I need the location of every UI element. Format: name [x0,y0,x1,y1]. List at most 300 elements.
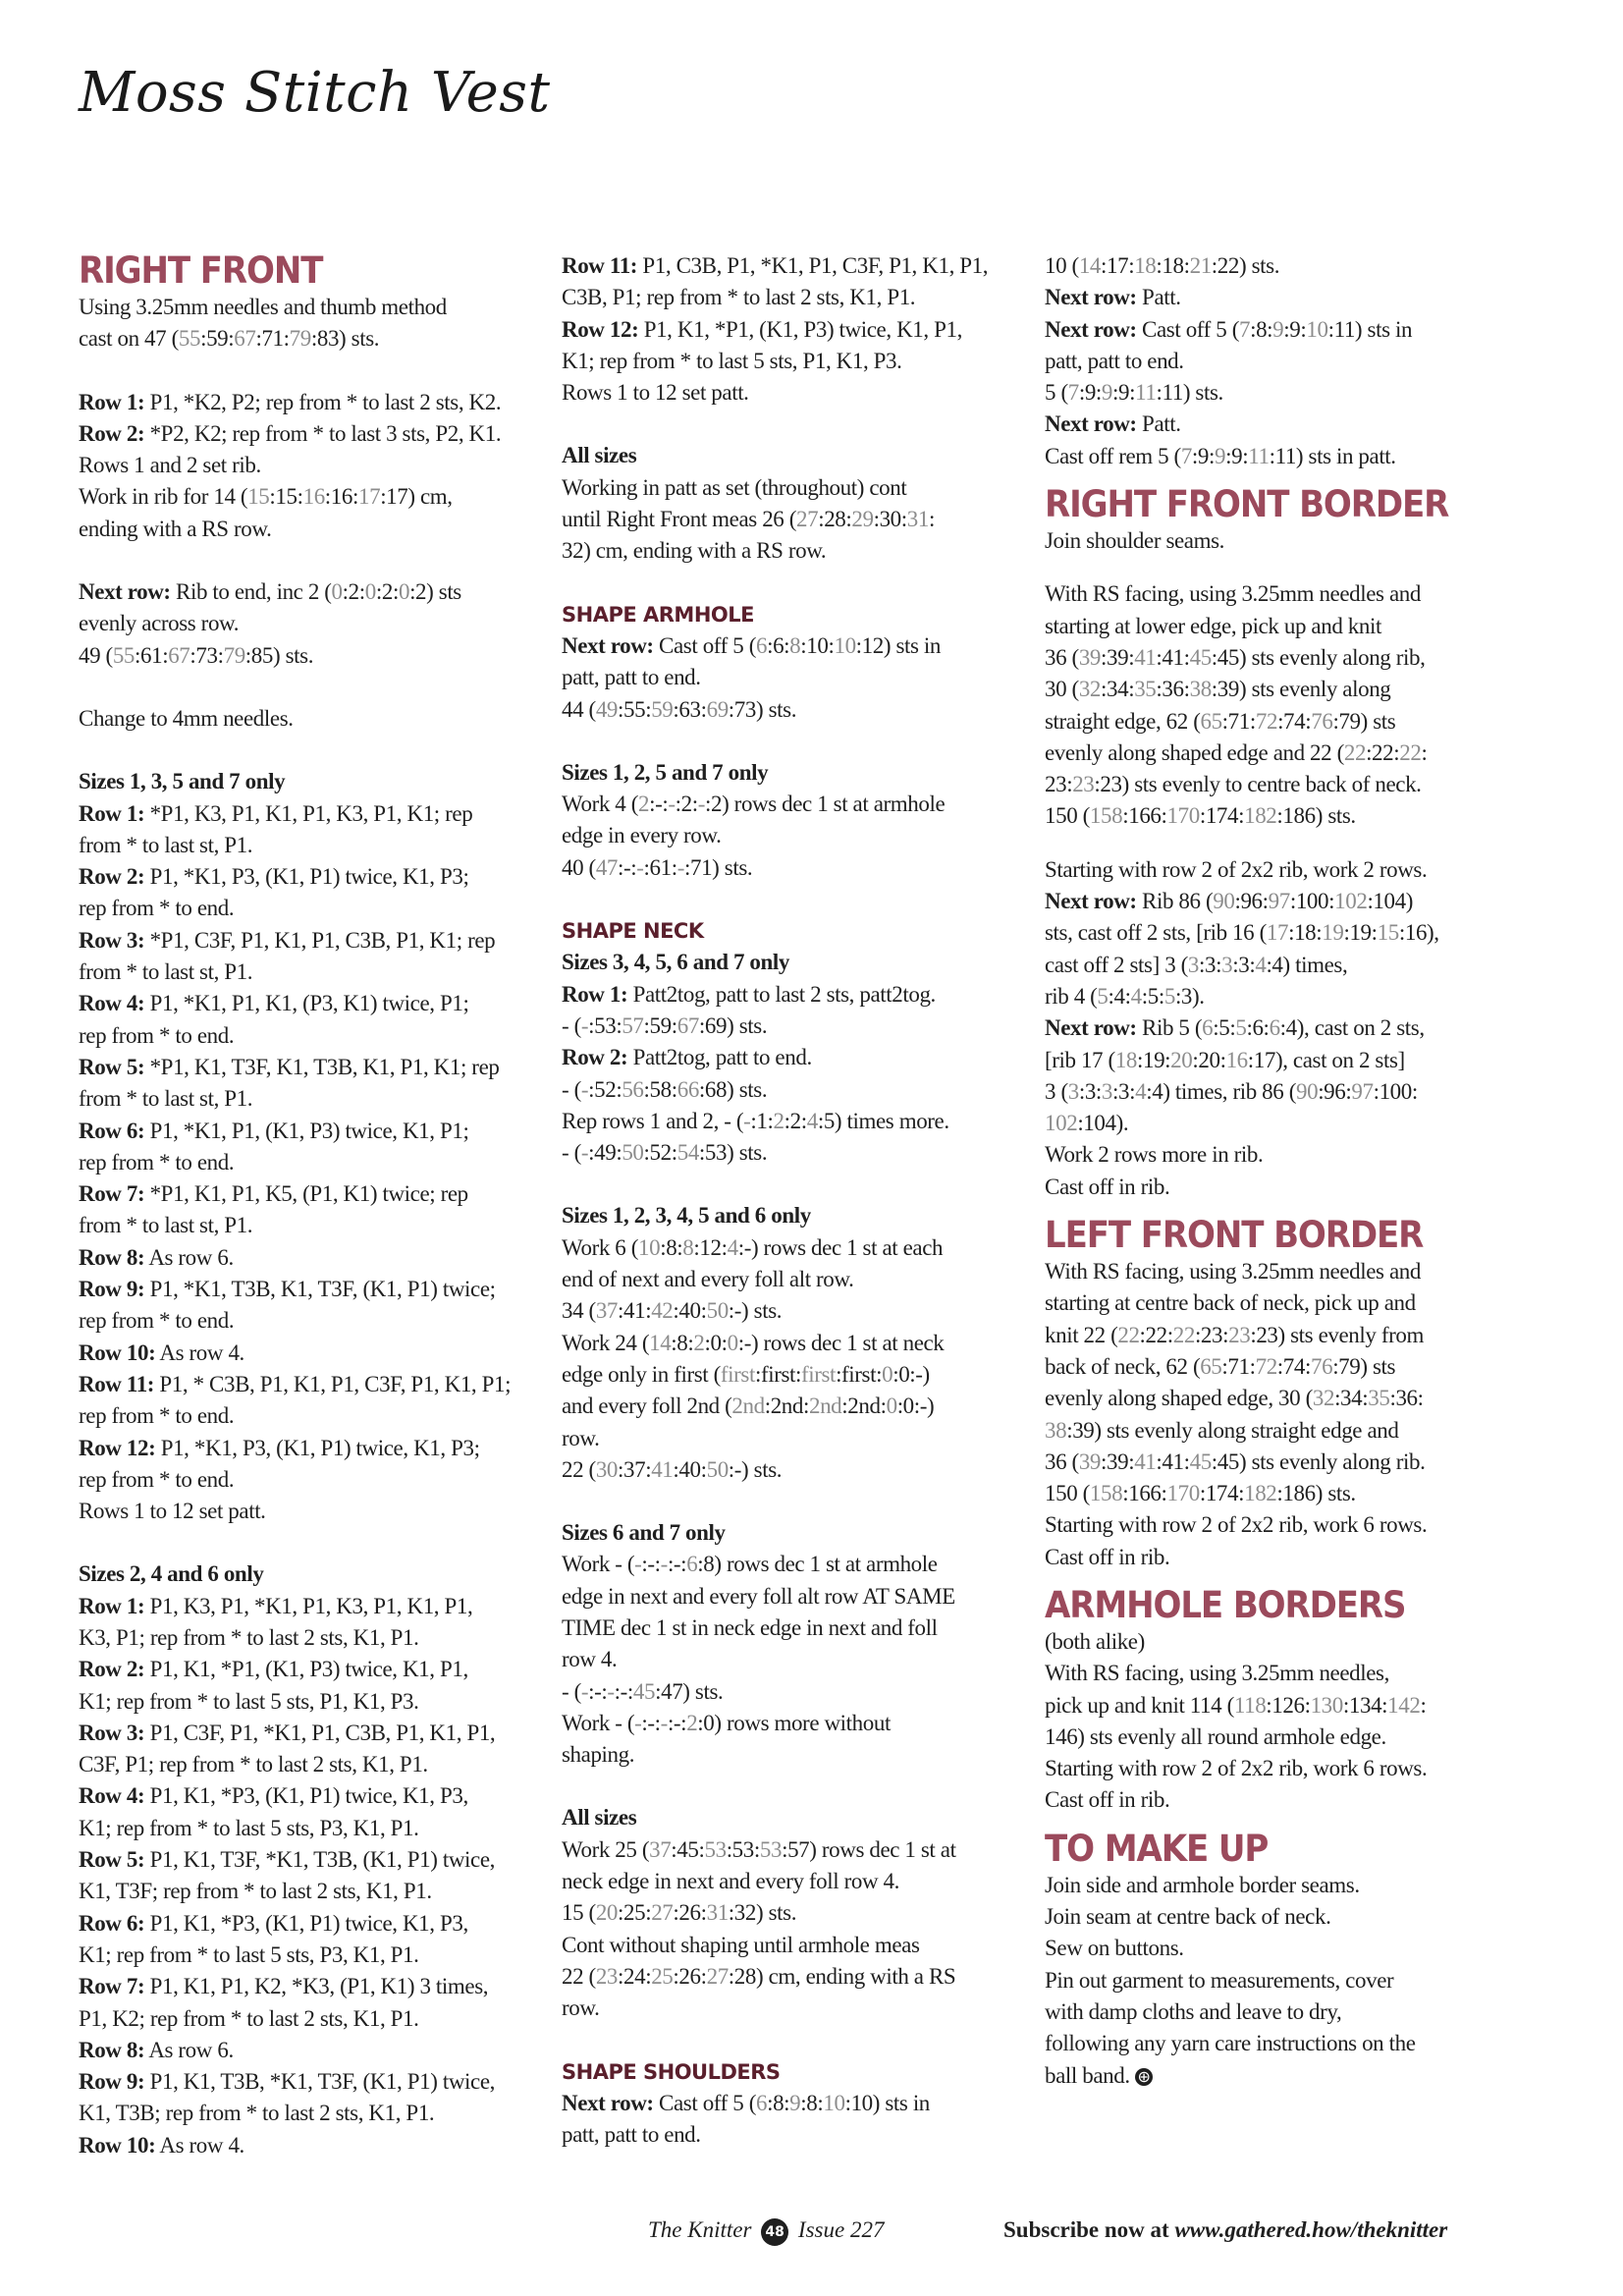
text-run: :0) rows more without [697,1710,891,1735]
text-line [1045,1139,1504,1171]
text-run: Sew on buttons. [1045,1936,1184,1961]
text-line [562,1328,1021,1359]
size-value: 72 [1255,1353,1277,1379]
text-run: Work - ( [562,1710,635,1735]
size-value: 50 [706,1298,729,1324]
text-line [79,1876,538,1907]
text-run: *P2, K2; rep from * to last 3 sts, P2, K1. [144,420,502,446]
text-run: Rib to end, inc 2 ( [170,579,332,605]
text-run: :23: [1194,1322,1229,1347]
row-label: Row 1: [79,389,145,414]
instruction-block [1045,578,1504,832]
text-run: :3: [1078,1078,1102,1104]
text-line [1045,1626,1504,1658]
text-line [562,440,1021,471]
text-run: As row 6. [144,1244,234,1270]
text-line [562,472,1021,504]
text-run: P1, *K1, P3, (K1, P1) twice, K1, P3; [144,864,469,890]
text-run: ending with a RS row. [79,516,272,541]
size-value: 130 [1310,1692,1343,1718]
instruction-block [79,292,538,355]
size-value: 4 [727,1234,738,1260]
instruction-block [562,915,1021,1169]
text-run: :8: [767,2090,790,2115]
text-run: :-: [649,792,669,817]
text-run: [rib 17 ( [1045,1047,1115,1072]
text-run: 150 ( [1045,803,1090,829]
text-run: :0:-) [896,1394,935,1419]
text-run: :36: [1389,1386,1424,1411]
text-run: rep from * to end. [79,1149,235,1175]
text-line [1045,346,1504,377]
text-run: C3B, P1; rep from * to last 2 sts, K1, P1. [562,285,916,310]
text-run: Starting with row 2 of 2x2 rib, work 2 rows. [1045,856,1428,882]
size-value: 67 [234,326,256,352]
text-line [79,1274,538,1305]
text-run: :4) times, rib 86 ( [1146,1078,1296,1104]
text-line [1045,1287,1504,1319]
row-label: Row 7: [79,1974,145,1999]
page-footer [0,2217,1623,2257]
text-run: :40: [673,1298,707,1324]
size-value: 30 [595,1456,619,1482]
text-line [1045,1658,1504,1689]
text-line [562,504,1021,535]
size-value: 65 [1200,1353,1222,1379]
text-line [79,2003,538,2035]
section-heading: RIGHT FRONT BORDER [1045,483,1449,526]
text-run: starting at centre back of neck, pick up and [1045,1290,1416,1316]
text-run: Join shoulder seams. [1045,528,1225,554]
text-run: P1, C3F, P1, *K1, P1, C3B, P1, K1, P1, [144,1720,496,1745]
text-run: rep from * to end. [79,1403,235,1429]
text-run: Work 25 ( [562,1836,650,1862]
text-line [79,1305,538,1337]
column-1 [79,250,538,2193]
text-run: Join seam at centre back of neck. [1045,1904,1331,1930]
size-value: 32 [1312,1386,1335,1411]
row-label: Sizes 6 and 7 only [562,1520,726,1546]
instruction-block [79,387,538,545]
text-run: :83) sts. [310,326,380,352]
text-run: edge in every row. [562,823,722,848]
text-run: :166: [1122,803,1167,829]
text-run: :2) rows dec 1 st at armhole [704,792,946,817]
size-value: 41 [651,1456,674,1482]
text-run: :26: [673,1963,707,1989]
text-run: :12: [693,1234,728,1260]
text-line [79,1147,538,1178]
sub-heading: SHAPE NECK [562,919,704,944]
text-line [79,1178,538,1210]
instruction-block [562,599,1021,726]
text-run: :-: [667,1710,687,1735]
size-value: 53 [704,1836,727,1862]
size-value: 32 [1078,677,1102,702]
text-line [1045,1965,1504,1996]
text-run: K1; rep from * to last 5 sts, P3, K1, P1. [79,1815,419,1840]
text-run: P1, K1, T3F, *K1, T3B, (K1, P1) twice, [144,1847,495,1873]
text-line [79,1116,538,1147]
size-value: 10 [823,2090,845,2115]
text-line [1045,981,1504,1012]
text-run: :22: [1139,1322,1173,1347]
text-line [562,662,1021,693]
text-run: As row 4. [155,1339,244,1365]
text-run: TIME dec 1 st in neck edge in next and foll [562,1614,938,1640]
size-value: 76 [1310,1353,1333,1379]
text-run: :26: [673,1900,707,1926]
text-line [79,1400,538,1432]
size-value: 18 [1134,253,1157,278]
size-value: 0 [364,579,376,605]
instruction-block [562,250,1021,409]
text-run: rep from * to end. [79,1308,235,1334]
size-value: - [607,1678,615,1704]
size-value: 7 [1180,443,1192,468]
text-line [1045,738,1504,769]
text-run: :4: [1108,983,1131,1009]
size-value: 49 [595,696,619,722]
text-line [79,640,538,672]
row-label: Row 5: [79,1847,145,1873]
size-value: 35 [1134,677,1157,702]
text-run: With RS facing, using 3.25mm needles and [1045,581,1421,607]
text-run: K1, T3F; rep from * to last 2 sts, K1, P1. [79,1879,432,1904]
instruction-block [79,576,538,672]
size-value: 76 [1311,708,1333,734]
size-value: 54 [676,1140,699,1166]
size-value: - [660,1710,668,1735]
size-value: 170 [1166,803,1200,829]
text-line [562,1295,1021,1327]
text-line [79,1020,538,1052]
text-run: 22 ( [562,1456,596,1482]
size-value: 3 [1221,952,1233,977]
instruction-block [79,703,538,735]
text-line [562,1391,1021,1422]
text-line [79,481,538,513]
size-value: 5 [1235,1015,1247,1041]
text-line [562,599,1021,630]
row-label: Row 1: [79,1593,145,1618]
text-run: :68) sts. [698,1076,768,1102]
text-line [1045,1383,1504,1414]
sub-heading: SHAPE ARMHOLE [562,602,754,627]
row-label: Next row: [79,579,171,605]
size-value: 72 [1255,708,1278,734]
row-label: Row 2: [79,1657,145,1682]
text-run: :59: [200,326,235,352]
size-value: 20 [595,1900,619,1926]
size-value: 31 [906,507,929,532]
size-value: 7 [1067,380,1079,406]
text-run: :186) sts. [1276,1481,1356,1506]
text-line [562,1897,1021,1929]
text-line [1045,2028,1504,2059]
text-run: Starting with row 2 of 2x2 rib, work 6 rows. [1045,1512,1428,1538]
text-run: With RS facing, using 3.25mm needles, [1045,1661,1389,1686]
text-run: :-) sts. [728,1456,783,1482]
text-line [562,2119,1021,2151]
text-line [1045,674,1504,705]
size-value: 8 [789,632,801,658]
text-line [562,1993,1021,2024]
size-value: 182 [1244,803,1277,829]
text-run: : [1421,739,1428,765]
text-line [79,1908,538,1940]
text-run: Patt. [1136,411,1181,437]
size-value: 10 [834,632,856,658]
text-run: cast off 2 sts] 3 ( [1045,952,1188,977]
text-run: Cast off 5 ( [1136,316,1239,342]
size-value: 18 [1114,1047,1137,1072]
text-run: :10) sts in [844,2090,930,2115]
size-value: 22 [1343,739,1367,765]
text-run: Work 6 ( [562,1234,638,1260]
text-run: :17: [1101,253,1135,278]
size-value: 16 [302,484,325,510]
text-run: Join side and armhole border seams. [1045,1872,1360,1897]
size-value: 2nd [731,1394,765,1419]
text-run: :73: [189,642,224,668]
subscribe-link[interactable]: www.gathered.how/theknitter [1174,2217,1448,2242]
size-value: - [634,1552,642,1577]
instruction-block [79,766,538,1527]
size-value: 0 [882,1361,893,1387]
instruction-block [562,440,1021,567]
text-line [1045,1722,1504,1753]
text-line [1045,1351,1504,1383]
size-value: 6 [686,1552,698,1577]
text-run: P1, K3, P1, *K1, P1, K3, P1, K1, P1, [144,1593,473,1618]
text-run: :53: [726,1836,760,1862]
size-value: 9 [1215,443,1226,468]
instruction-block [562,757,1021,884]
text-run: As row 6. [144,2037,234,2062]
text-run: *P1, C3F, P1, K1, P1, C3B, P1, K1; rep [144,927,496,953]
size-value: 67 [676,1012,699,1038]
text-run: from * to last st, P1. [79,1086,253,1112]
text-run: :-: [588,1678,608,1704]
text-line [1045,1690,1504,1722]
text-run: Patt. [1136,285,1181,310]
size-value: 16 [1225,1047,1248,1072]
size-value: 182 [1244,1481,1277,1506]
text-run: :37: [618,1456,652,1482]
size-value: 11 [1135,380,1157,406]
text-run: Cast off 5 ( [653,632,756,658]
text-run: :74: [1277,708,1312,734]
instruction-block [562,1200,1021,1486]
row-label: Sizes 2, 4 and 6 only [79,1561,264,1587]
size-value: 10 [1306,316,1328,342]
size-value: 9 [789,2090,801,2115]
text-run: :40: [673,1456,707,1482]
text-line [562,820,1021,851]
text-run: :45: [671,1836,705,1862]
text-run: Rib 5 ( [1136,1015,1203,1041]
text-run: P1, C3B, P1, *K1, P1, C3F, P1, K1, P1, [637,253,989,278]
text-run: :11) sts in patt. [1269,443,1396,468]
text-line [1045,2060,1504,2092]
text-line [79,957,538,988]
text-line [562,535,1021,567]
text-line [1045,917,1504,949]
text-run: :3: [1232,952,1256,977]
text-line [562,852,1021,884]
text-run: :16), [1398,920,1439,946]
size-value: 19 [1322,920,1344,946]
text-line [1045,706,1504,738]
text-run: :4) times, [1266,952,1348,977]
row-label: Next row: [562,2090,654,2115]
size-value: 15 [1377,920,1399,946]
text-run: sts, cast off 2 sts, [rib 16 ( [1045,920,1267,946]
text-run: K1, T3B; rep from * to last 2 sts, K1, P1. [79,2101,435,2126]
text-run: :11) sts in [1327,316,1413,342]
text-run: :23) sts evenly from [1250,1322,1424,1347]
text-run: :-) rows dec 1 st at neck [737,1330,945,1355]
size-value: 2 [773,1108,784,1133]
text-run: 30 ( [1045,677,1079,702]
text-line [1045,642,1504,674]
size-value: 41 [1134,1449,1157,1474]
text-line [562,947,1021,978]
size-value: first [801,1361,837,1387]
size-value: 2 [693,1330,705,1355]
text-run: :134: [1342,1692,1388,1718]
size-value: 25 [651,1963,674,1989]
text-run: :41: [1156,1449,1190,1474]
size-value: 6 [755,632,768,658]
text-run: :34: [1334,1386,1369,1411]
text-run: - ( [562,1012,581,1038]
text-run: 36 ( [1045,644,1079,670]
size-value: 2 [638,792,650,817]
text-line [79,830,538,861]
size-value: 27 [651,1900,674,1926]
text-line [79,1622,538,1654]
size-value: 6 [755,2090,768,2115]
section-heading: RIGHT FRONT [79,249,323,292]
text-run: :23) sts evenly to centre back of neck. [1094,772,1422,797]
text-line [79,1971,538,2002]
text-line [562,915,1021,947]
pattern-columns [79,250,1551,2165]
text-run: end of next and every foll alt row. [562,1267,854,1292]
text-run: P1, K2; rep from * to last 2 sts, K1, P1. [79,2005,419,2031]
text-run: :8: [1250,316,1273,342]
text-line [1045,886,1504,917]
text-line [79,2066,538,2098]
text-line [79,2035,538,2066]
text-line [1045,950,1504,981]
text-line [1045,525,1504,557]
text-run: :12) sts in [855,632,942,658]
row-label: Row 11: [562,253,638,278]
text-line [562,757,1021,789]
text-line [562,1423,1021,1454]
text-line [79,2098,538,2129]
size-value: 31 [706,1900,729,1926]
text-run: :166: [1122,1481,1167,1506]
text-run: :69) sts. [698,1012,768,1038]
text-line [562,377,1021,409]
row-label: Row 10: [79,1339,156,1365]
text-line [1045,1996,1504,2028]
text-run: :24: [618,1963,652,1989]
text-run: :8) rows dec 1 st at armhole [697,1552,938,1577]
text-run: : [1420,1692,1427,1718]
text-line [562,1042,1021,1073]
text-run: :52: [588,1076,622,1102]
size-value: 97 [1268,889,1290,914]
text-run: :71: [255,326,290,352]
text-run: :71: [1221,708,1256,734]
text-run: :55: [618,696,652,722]
text-run: P1, * C3B, P1, K1, P1, C3F, P1, K1, P1; [154,1371,512,1396]
text-run: :41: [618,1298,652,1324]
size-value: 38 [1189,677,1212,702]
text-run: until Right Front meas 26 ( [562,507,796,532]
text-run: :3: [1112,1078,1136,1104]
text-run: :174: [1199,803,1245,829]
row-label: Row 1: [562,981,628,1007]
text-line [562,1011,1021,1042]
text-run: :39) sts evenly along [1211,677,1391,702]
row-label: Row 12: [79,1435,156,1460]
text-run: P1, K1, *P1, (K1, P3) twice, K1, P1, [638,316,962,342]
text-line [562,1708,1021,1739]
size-value: - [634,1710,642,1735]
text-run: :39: [1101,644,1135,670]
text-line [562,1232,1021,1264]
text-run: :10: [800,632,835,658]
text-run: :59: [643,1012,677,1038]
row-label: Row 3: [79,1720,145,1745]
text-line [562,694,1021,726]
row-label: Row 3: [79,927,145,953]
size-value: 39 [1078,1449,1102,1474]
column-3 [1045,250,1504,2113]
size-value: 118 [1233,1692,1267,1718]
text-run: row. [562,1995,600,2021]
text-line [79,1338,538,1369]
text-run: :0: [704,1330,728,1355]
row-label: Sizes 1, 3, 5 and 7 only [79,769,286,794]
text-line [562,346,1021,377]
text-run: :49: [588,1140,622,1166]
text-line [562,1834,1021,1866]
row-label: Row 4: [79,991,145,1016]
text-line [79,988,538,1019]
text-run: evenly along shaped edge and 22 ( [1045,739,1344,765]
instruction-block [1045,250,1504,472]
size-value: 102 [1334,889,1368,914]
text-run: - ( [562,1076,581,1102]
text-run: Work 4 ( [562,792,638,817]
text-run: straight edge, 62 ( [1045,708,1201,734]
text-line [79,1813,538,1844]
size-value: 50 [706,1456,729,1482]
text-run: :36: [1156,677,1190,702]
text-line [1045,1447,1504,1478]
text-line [79,925,538,957]
size-value: 35 [1368,1386,1390,1411]
text-run: P1, K1, *P3, (K1, P1) twice, K1, P3, [144,1910,468,1936]
text-run: :186) sts. [1276,803,1356,829]
